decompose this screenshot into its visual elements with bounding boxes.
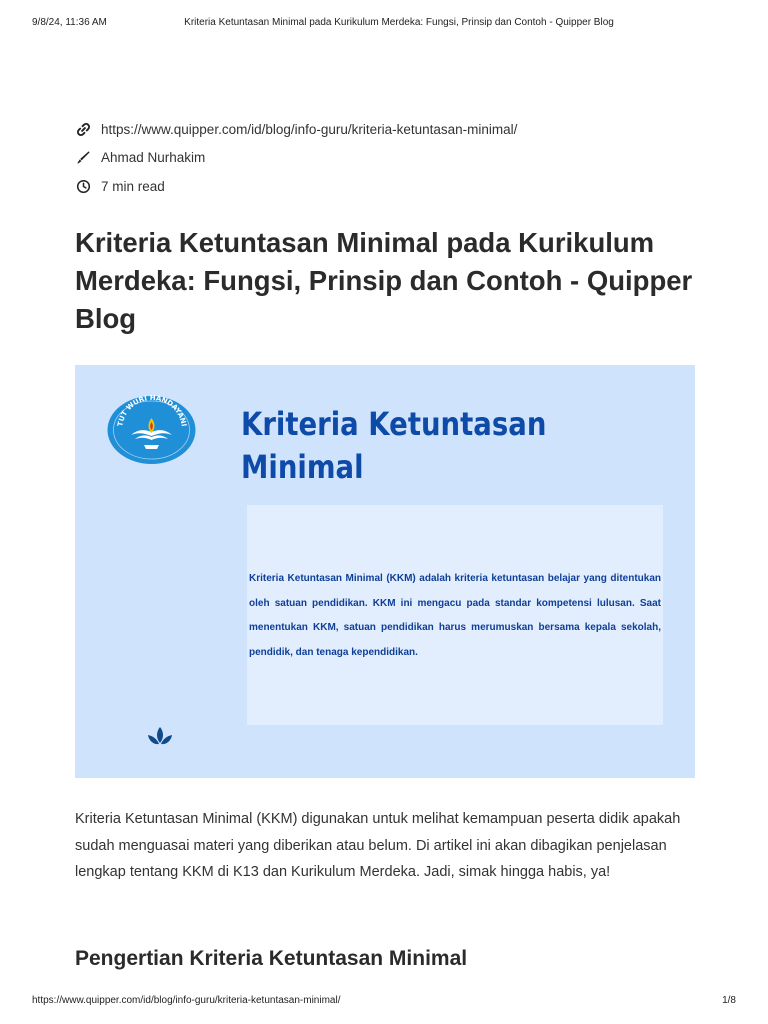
print-header [32,17,736,31]
article-title: Kriteria Ketuntasan Minimal pada Kurikulum Merdeka: Fungsi, Prinsip dan Contoh - Quipper Blog [75,227,693,334]
section-heading: Pengertian Kriteria Ketuntasan Minimal [75,947,468,970]
meta-url-link[interactable]: https://www.quipper.com/id/blog/info-guru/kriteria-ketuntasan-minimal/ [101,121,518,137]
article-intro: Kriteria Ketuntasan Minimal (KKM) digunakan untuk melihat kemampuan peserta didik apakah sudah menguasai materi yang diberikan atau belum. Di artikel ini akan dibagikan penjelasan lengkap tentang KKM di K13 dan Kurikulum Merdeka. Jadi, simak hingga habis, ya! [75,811,681,880]
clock-icon [75,178,91,194]
meta-readtime-row [75,172,517,201]
svg-text:TUT WURI HANDAYANI: TUT WURI HANDAYANI [116,393,188,428]
print-page-number: 1/8 [722,995,736,1006]
meta-author: Ahmad Nurhakim [101,150,206,166]
hero-heading [241,403,619,489]
print-footer [32,995,736,1009]
article-meta [75,115,517,201]
leaf-icon [145,725,175,749]
hero-heading-line1: Kriteria Ketuntasan [241,405,547,443]
tut-wuri-handayani-logo-icon [106,389,197,464]
hero-definition-text: Kriteria Ketuntasan Minimal (KKM) adalah kriteria ketuntasan belajar yang ditentukan oleh satuan pendidikan. KKM ini mengacu pada standar kompetensi lulusan. Saat menentukan KKM, satuan pendidikan harus merumuskan bersama kepala sekolah, pendidik, dan tenaga kependidikan. [249,573,661,658]
print-datetime: 9/8/24, 11:36 AM [32,17,107,28]
pen-icon [75,150,91,166]
meta-read-time: 7 min read [101,178,165,194]
meta-author-row [75,144,517,173]
print-footer-url: https://www.quipper.com/id/blog/info-guru/kriteria-ketuntasan-minimal/ [32,995,341,1006]
print-doc-title: Kriteria Ketuntasan Minimal pada Kurikulum Merdeka: Fungsi, Prinsip dan Contoh - Quipper Blog [184,17,614,28]
hero-definition-box [247,505,663,725]
meta-url-row [75,115,517,144]
hero-heading-line2: Minimal [241,448,364,486]
link-icon [75,121,91,137]
hero-image [75,365,695,778]
